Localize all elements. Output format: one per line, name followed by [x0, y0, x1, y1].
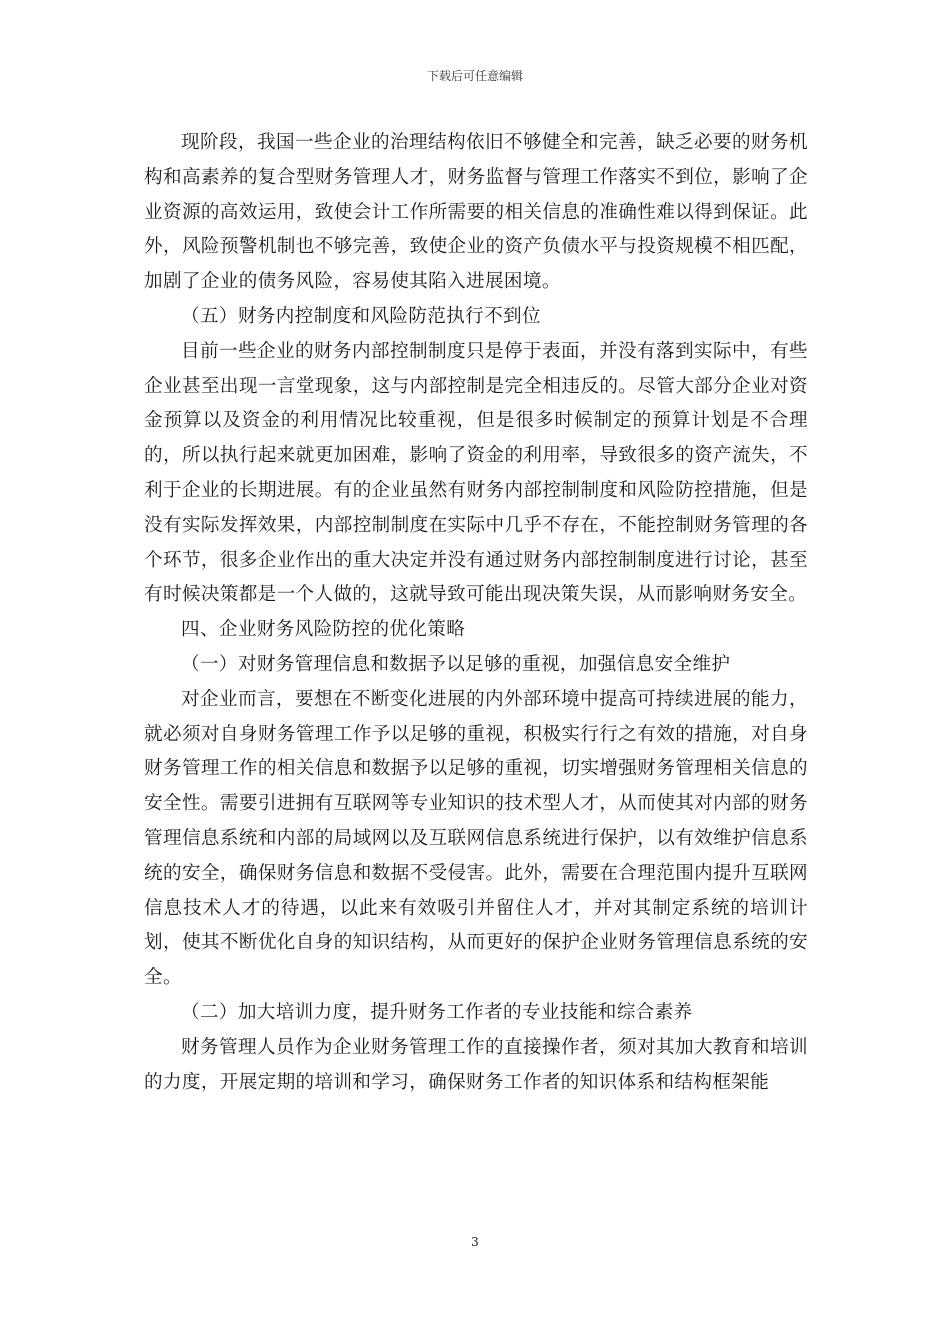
heading-information-security: （一）对财务管理信息和数据予以足够的重视，加强信息安全维护	[181, 653, 731, 675]
heading-training: （二）加大培训力度，提升财务工作者的专业技能和综合素养	[181, 1001, 693, 1023]
heading-section-four: 四、企业财务风险防控的优化策略	[181, 619, 466, 641]
paragraph-internal-control: 目前一些企业的财务内部控制制度只是停于表面，并没有落到实际中，有些企业甚至出现一言堂现象，这与内部控制是完全相违反的。尽管大部分企业对资金预算以及资金的利用情况比较重视，但是很多时候制定的预算计划是不合理的，所以执行起来就更加困难，影响了资金的利用率，导致很多的资产流失，不利于企业的长期进展。有的企业虽然有财务内部控制制度和风险防控措施，但是没有实际发挥效果，内部控制制度在实际中几乎不存在，不能控制财务管理的各个环节，很多企业作出的重大决定并没有通过财务内部控制制度进行讨论，甚至有时候决策都是一个人做的，这就导致可能出现决策失误，从而影响财务安全。	[144, 340, 808, 606]
heading-internal-control: （五）财务内控制度和风险防范执行不到位	[181, 305, 541, 327]
document-body	[144, 126, 808, 1100]
page-header-note: 下载后可任意编辑	[426, 69, 523, 83]
paragraph-information-security: 对企业而言，要想在不断变化进展的内外部环境中提高可持续进展的能力，就必须对自身财务管理工作予以足够的重视，积极实行行之有效的措施，对自身财务管理工作的相关信息和数据予以足够的重视，切实增强财务管理相关信息的安全性。需要引进拥有互联网等专业知识的技术型人才，从而使其对内部的财务管理信息系统和内部的局域网以及互联网信息系统进行保护，以有效维护信息系统的安全，确保财务信息和数据不受侵害。此外，需要在合理范围内提升互联网信息技术人才的待遇，以此来有效吸引并留住人才，并对其制定系统的培训计划，使其不断优化自身的知识结构，从而更好的保护企业财务管理信息系统的安全。	[144, 688, 808, 989]
page-number: 3	[471, 1235, 479, 1249]
paragraph-training: 财务管理人员作为企业财务管理工作的直接操作者，须对其加大教育和培训的力度，开展定期的培训和学习，确保财务工作者的知识体系和结构框架能	[144, 1036, 808, 1093]
paragraph-current-situation: 现阶段，我国一些企业的治理结构依旧不够健全和完善，缺乏必要的财务机构和高素养的复合型财务管理人才，财务监督与管理工作落实不到位，影响了企业资源的高效运用，致使会计工作所需要的相关信息的准确性难以得到保证。此外，风险预警机制也不够完善，致使企业的资产负债水平与投资规模不相匹配，加剧了企业的债务风险，容易使其陷入进展困境。	[144, 132, 808, 293]
